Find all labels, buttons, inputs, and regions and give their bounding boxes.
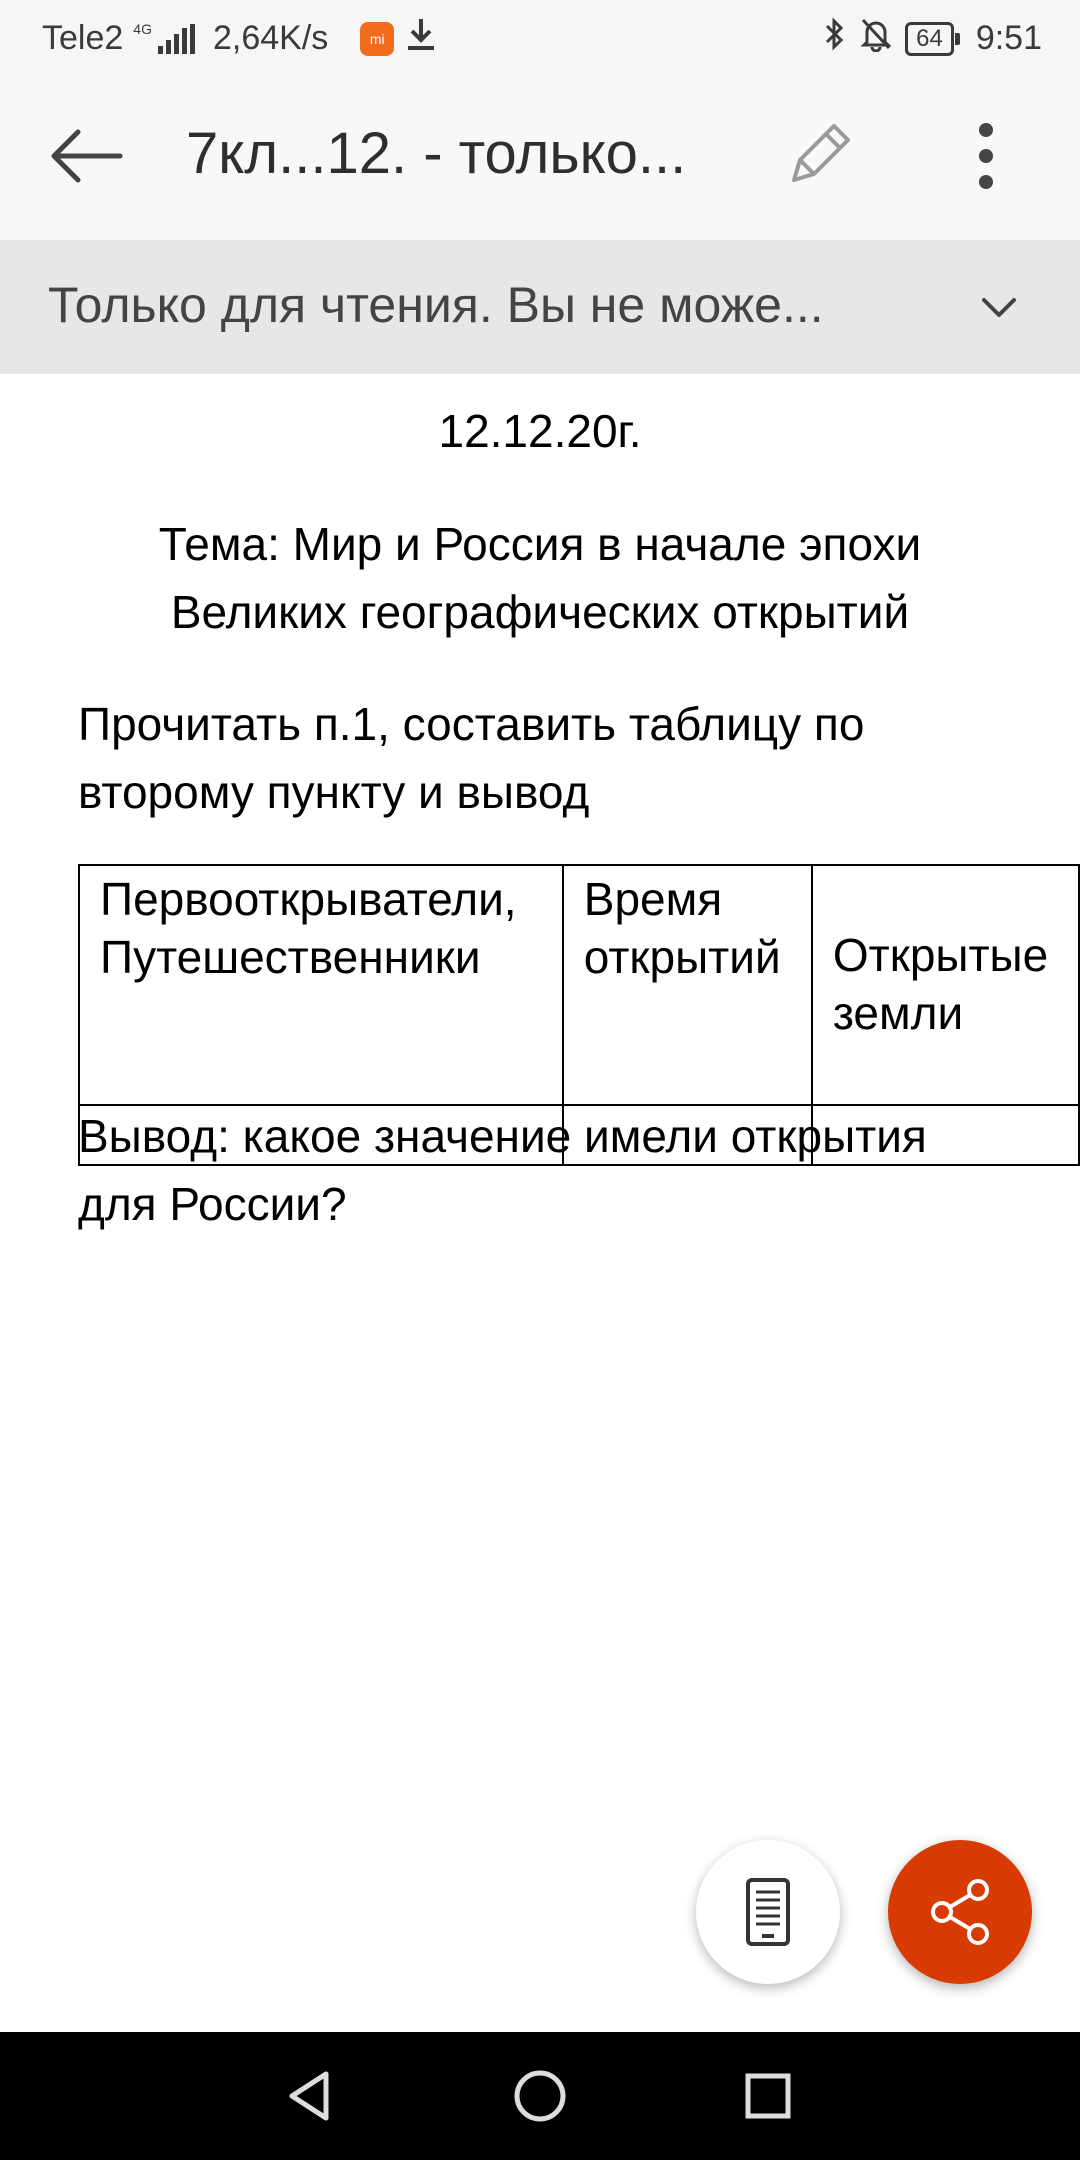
mi-app-icon: mi	[360, 22, 394, 56]
download-icon	[404, 16, 438, 61]
edit-button[interactable]	[780, 114, 860, 194]
app-bar	[0, 72, 1080, 241]
header-text: Открытые	[832, 929, 1049, 981]
bluetooth-icon	[823, 16, 847, 61]
nav-home-button[interactable]	[510, 2066, 570, 2126]
arrow-left-icon	[44, 112, 132, 200]
signal-icon	[158, 24, 195, 54]
topic-line: Великих географических открытий	[170, 586, 910, 638]
share-icon	[920, 1872, 1000, 1952]
more-vertical-icon	[966, 116, 1006, 196]
document-date: 12.12.20г.	[438, 405, 642, 457]
nav-recents-button[interactable]	[738, 2066, 798, 2126]
share-button[interactable]	[888, 1840, 1032, 1984]
pencil-icon	[780, 114, 860, 194]
system-navigation-bar	[0, 2032, 1080, 2160]
header-text: открытий	[583, 931, 781, 983]
carrier-name: Tele2	[42, 19, 124, 57]
status-bar	[0, 0, 1080, 72]
header-text: Время	[583, 873, 723, 925]
table-header-cell	[812, 865, 1079, 1105]
read-only-banner[interactable]	[0, 240, 1080, 374]
circle-home-icon	[510, 2066, 570, 2126]
banner-expand-button[interactable]	[974, 288, 1024, 328]
read-only-message: Только для чтения. Вы не може...	[48, 277, 824, 333]
network-type: 4G	[133, 20, 152, 37]
battery-icon: 64	[905, 22, 954, 56]
document-topic	[0, 510, 1080, 646]
nav-back-button[interactable]	[280, 2066, 340, 2126]
more-options-button[interactable]	[966, 116, 1006, 196]
header-text: Первооткрыватели,	[100, 873, 517, 925]
clock: 9:51	[975, 19, 1042, 57]
task-line: второму пункту и вывод	[78, 766, 590, 818]
back-button[interactable]	[44, 112, 132, 200]
document-conclusion	[78, 1102, 927, 1238]
conclusion-line: для России?	[78, 1178, 347, 1230]
chevron-down-icon	[974, 288, 1024, 328]
document-task	[78, 690, 864, 826]
network-speed: 2,64K/s	[212, 19, 329, 57]
table-header-cell	[563, 865, 812, 1105]
bell-off-icon	[859, 16, 893, 61]
triangle-back-icon	[280, 2066, 340, 2126]
conclusion-line: Вывод: какое значение имели открытия	[78, 1110, 927, 1162]
task-line: Прочитать п.1, составить таблицу по	[78, 698, 865, 750]
table-header-row	[79, 865, 1079, 1105]
table-header-cell	[79, 865, 563, 1105]
topic-line: Тема: Мир и Россия в начале эпохи	[158, 518, 922, 570]
header-text: Путешественники	[100, 931, 481, 983]
mobile-view-button[interactable]	[696, 1840, 840, 1984]
square-recents-icon	[738, 2066, 798, 2126]
header-text: земли	[832, 987, 964, 1039]
document-title: 7кл...12. - только...	[186, 121, 687, 186]
mobile-view-icon	[728, 1872, 808, 1952]
